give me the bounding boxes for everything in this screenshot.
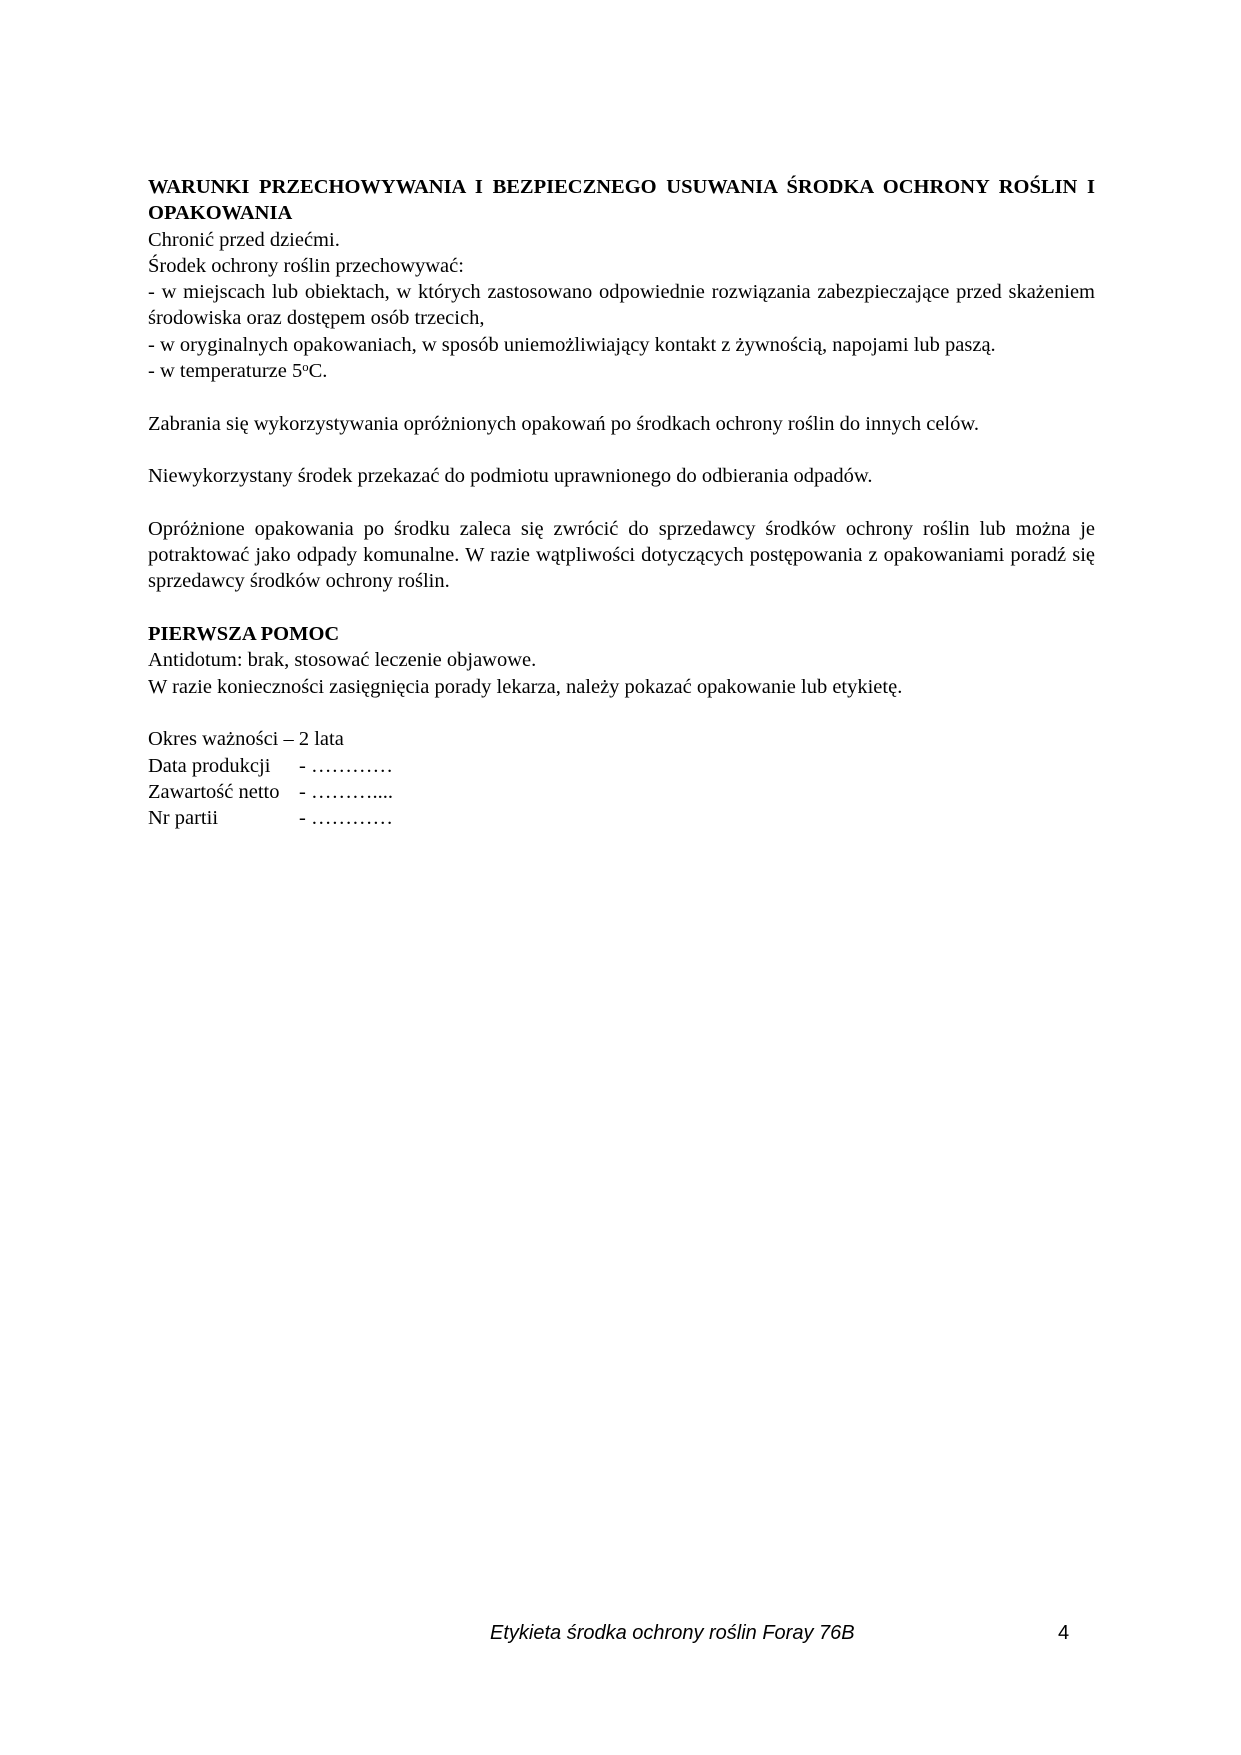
first-aid-antidote: Antidotum: brak, stosować leczenie objawowe. (148, 649, 537, 672)
info-row-production-date (148, 753, 1095, 779)
temperature-prefix: - w temperaturze 5 (148, 360, 303, 383)
first-aid-heading: PIERWSZA POMOC (148, 623, 340, 646)
page-number: 4 (1058, 1622, 1070, 1644)
info-row-label: Nr partii (148, 807, 219, 830)
storage-line-packaging: - w oryginalnych opakowaniach, w sposób uniemożliwiający kontakt z żywnością, napojami lub paszą. (148, 333, 996, 356)
info-row-label: Data produkcji (148, 754, 271, 777)
paragraph-reuse-ban: Zabrania się wykorzystywania opróżnionych opakowań po środkach ochrony roślin do innych celów. (148, 412, 979, 435)
info-row-value: - ………… (299, 807, 393, 830)
footer-title: Etykieta środka ochrony roślin Foray 76B (490, 1622, 855, 1644)
validity-line: Okres ważności – 2 lata (148, 728, 344, 751)
info-row-value: - ……….... (299, 780, 393, 803)
storage-line-children: Chronić przed dziećmi. (148, 228, 340, 251)
storage-line-instruction: Środek ochrony roślin przechowywać: (148, 254, 464, 277)
paragraph-empty-packaging: Opróżnione opakowania po środku zaleca się zwrócić do sprzedawcy środków ochrony roślin lub można je potraktować jako odpady komunalne. W razie wątpliwości dotyczących postępowania z opakowaniami poradź się sprzedawcy środków ochrony roślin. (148, 517, 1095, 593)
first-aid-doctor: W razie konieczności zasięgnięcia porady lekarza, należy pokazać opakowanie lub etykietę. (148, 675, 903, 698)
info-row-batch-number (148, 805, 1095, 831)
storage-line-places: - w miejscach lub obiektach, w których zastosowano odpowiednie rozwiązania zabezpieczające przed skażeniem środowiska oraz dostępem osób trzecich, (148, 281, 1095, 330)
temperature-suffix: C. (308, 360, 328, 383)
info-row-net-content (148, 779, 1095, 805)
info-row-label: Zawartość netto (148, 780, 280, 803)
degree-superscript: o (302, 359, 309, 374)
storage-line-temperature (148, 358, 1095, 384)
info-row-value: - ………… (299, 754, 393, 777)
paragraph-unused-product: Niewykorzystany środek przekazać do podmiotu uprawnionego do odbierania odpadów. (148, 465, 873, 488)
storage-heading: WARUNKI PRZECHOWYWANIA I BEZPIECZNEGO USUWANIA ŚRODKA OCHRONY ROŚLIN I OPAKOWANIA (148, 176, 1095, 225)
label-content (148, 174, 1095, 831)
